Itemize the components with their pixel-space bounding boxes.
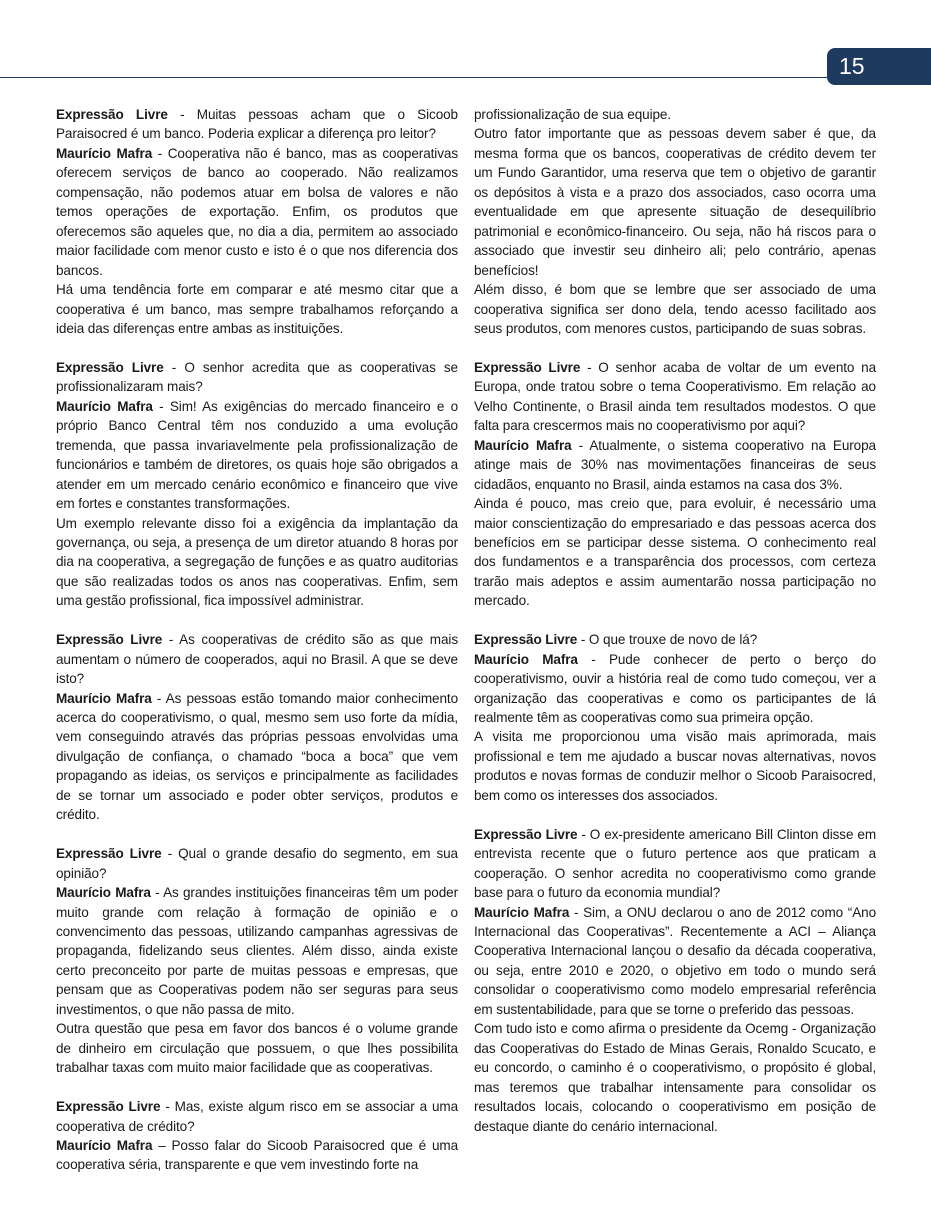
body-paragraph: Outra questão que pesa em favor dos bancos é o volume grande de dinheiro em circulação que possuem, o que lhes possibilita trabalhar taxas com muito maior facilidade que as cooperativas. — [56, 1021, 458, 1076]
interview-question — [56, 1097, 458, 1136]
speech-text: - O senhor acaba de voltar de um evento na Europa, onde tratou sobre o tema Cooperativismo. Em relação ao Velho Continente, o Brasil ainda tem resultados modestos. O que falta para crescermos mais no cooperativismo por aqui? — [474, 359, 877, 434]
paragraph-gap — [56, 1078, 458, 1097]
speaker-label: Maurício Mafra — [56, 885, 151, 901]
speaker-label: Expressão Livre — [474, 632, 578, 648]
interview-question — [56, 630, 458, 688]
speech-text: - O que trouxe de novo de lá? — [577, 632, 758, 648]
interview-question — [56, 105, 458, 144]
body-paragraph: Com tudo isto e como afirma o presidente da Ocemg - Organização das Cooperativas do Estado de Minas Gerais, Ronaldo Scucato, e eu concordo, o caminho é o cooperativismo, o propósito é global, mas teremos que trabalhar intensamente para consolidar os resultados locais, colocando o cooperativismo em posição de destaque diante do cenário internacional. — [474, 1021, 876, 1134]
interview-answer — [474, 436, 876, 494]
interview-answer — [56, 397, 458, 514]
speech-text: - As cooperativas de crédito são as que mais aumentam o número de cooperados, aqui no Brasil. A que se deve isto? — [56, 632, 458, 687]
speaker-label: Maurício Mafra — [474, 437, 572, 453]
interview-question — [56, 844, 458, 883]
right-column — [474, 105, 876, 1136]
left-column — [56, 105, 458, 1175]
body-paragraph: Além disso, é bom que se lembre que ser associado de uma cooperativa significa ser dono dela, tendo acesso facilitado aos seus produtos, com menores custos, participando de suas sobras. — [474, 282, 876, 336]
interview-question — [474, 358, 876, 436]
paragraph-gap — [56, 825, 458, 844]
interview-answer — [56, 883, 458, 1019]
speech-text: - Sim, a ONU declarou o ano de 2012 como “Ano Internacional das Cooperativas”. Recentemente a ACI – Aliança Cooperativa Internacional lançou o desafio da década cooperativa, ou seja, entre 2010 e 2020, o objetivo em todo o mundo será consolidar o cooperativismo como modelo empresarial referência em sustentabilidade, para que se torne o preferido das pessoas. — [474, 904, 877, 1017]
paragraph-gap — [474, 611, 876, 630]
speech-text: - As pessoas estão tomando maior conhecimento acerca do cooperativismo, o qual, mesmo sem uso forte da mídia, vem conseguindo através das próprias pessoas envolvidas uma divulgação de confiança, o chamado “boca a boca” que vem propagando as ideias, os serviços e principalmente as facilidades de se tornar um associado e poder obter serviços, produtos e crédito. — [56, 690, 459, 823]
speech-text: - Qual o grande desafio do segmento, em sua opinião? — [56, 846, 458, 881]
paragraph-gap — [474, 338, 876, 357]
speaker-label: Expressão Livre — [474, 826, 578, 842]
interview-answer — [474, 650, 876, 728]
paragraph-gap — [474, 805, 876, 824]
body-paragraph: Um exemplo relevante disso foi a exigência da implantação da governança, ou seja, a presença de um diretor atuando 8 horas por dia na cooperativa, a segregação de funções e as quatro auditorias que são realizadas todos os anos nas cooperativas. Enfim, sem uma gestão profissional, fica impossível administrar. — [56, 515, 458, 609]
interview-answer — [56, 144, 458, 280]
speech-text: - O ex-presidente americano Bill Clinton disse em entrevista recente que o futuro pertence aos que praticam a cooperação. O senhor acredita no cooperativismo como grande base para o futuro da economia mundial? — [474, 826, 876, 901]
interview-answer — [56, 1136, 458, 1175]
speech-text: - Muitas pessoas acham que o Sicoob Paraisocred é um banco. Poderia explicar a diferença pro leitor? — [56, 107, 458, 142]
paragraph-gap — [56, 338, 458, 357]
speaker-label: Expressão Livre — [56, 1099, 161, 1115]
interview-question — [56, 358, 458, 397]
speech-text: - As grandes instituições financeiras têm um poder muito grande com relação à formação de opinião e o convencimento das pessoas, utilizando campanhas agressivas de propaganda, fidelizando seus clientes. Além disso, ainda existe certo preconceito por parte de muitas pessoas e empresas, que pensam que as Cooperativas podem não ser seguras para seus investimentos, o que não passa de mito. — [56, 885, 458, 1017]
speaker-label: Expressão Livre — [56, 632, 163, 648]
speech-text: - O senhor acredita que as cooperativas se profissionalizaram mais? — [56, 359, 458, 395]
speaker-label: Maurício Mafra — [56, 398, 153, 414]
interview-answer — [56, 689, 458, 825]
speaker-label: Expressão Livre — [56, 107, 168, 122]
interview-question — [474, 630, 876, 649]
interview-question — [474, 825, 876, 903]
speaker-label: Maurício Mafra — [474, 651, 578, 667]
body-paragraph: Outro fator importante que as pessoas devem saber é que, da mesma forma que os bancos, cooperativas de crédito devem ter um Fundo Garantidor, uma reserva que tem o objetivo de garantir os depósitos à vista e a prazo dos associados, caso ocorra uma eventualidade em que apresente situação de desequilíbrio patrimonial e econômico-financeiro. Ou seja, não há riscos para o associado que investir seu dinheiro ali; pelo contrário, apenas benefícios! — [474, 126, 876, 278]
speaker-label: Maurício Mafra — [56, 145, 153, 161]
speaker-label: Expressão Livre — [56, 846, 162, 862]
page-number-tab — [827, 48, 931, 85]
speech-text: – Posso falar do Sicoob Paraisocred que é uma cooperativa séria, transparente e que vem investindo forte na — [56, 1137, 458, 1173]
paragraph-gap — [56, 611, 458, 630]
interview-answer — [474, 903, 876, 1020]
speech-text: - Pude conhecer de perto o berço do cooperativismo, ouvir a história real de como tudo começou, ver a organização das cooperativas e como os participantes de lá realmente têm as cooperativas como sua primeira opção. — [474, 651, 877, 726]
body-paragraph: Ainda é pouco, mas creio que, para evoluir, é necessário uma maior conscientização do empresariado e das pessoas acerca dos benefícios em se participar desse sistema. O conhecimento real dos fundamentos e a transparência dos processos, com certeza trarão mais adeptos e assim aumentarão nossa participação no mercado. — [474, 496, 876, 609]
body-paragraph: profissionalização de sua equipe. — [474, 107, 672, 122]
speech-text: - Sim! As exigências do mercado financeiro e o próprio Banco Central têm nos conduzido a uma evolução tremenda, que passa invariavelmente pela profissionalização de funcionários e também de diretores, os quais hoje são obrigados a atender em um mercado cenário econômico e financeiro que vive em fortes e constantes transformações. — [56, 398, 458, 512]
speaker-label: Maurício Mafra — [56, 1137, 153, 1153]
speech-text: - Atualmente, o sistema cooperativo na Europa atinge mais de 30% nas movimentações financeiras de seus cidadãos, enquanto no Brasil, ainda estamos na casa dos 3%. — [474, 437, 876, 492]
body-paragraph: Há uma tendência forte em comparar e até mesmo citar que a cooperativa é um banco, mas sempre trabalhamos reforçando a ideia das diferenças entre ambas as instituições. — [56, 282, 458, 336]
speaker-label: Expressão Livre — [474, 359, 581, 375]
speaker-label: Expressão Livre — [56, 359, 164, 375]
speaker-label: Maurício Mafra — [474, 904, 570, 920]
body-paragraph: A visita me proporcionou uma visão mais aprimorada, mais profissional e tem me ajudado a buscar novas alternativas, novos produtos e novas formas de conduzir melhor o Sicoob Paraisocred, bem como os interesses dos associados. — [474, 729, 876, 803]
speech-text: - Mas, existe algum risco em se associar a uma cooperativa de crédito? — [56, 1099, 459, 1134]
speaker-label: Maurício Mafra — [56, 690, 152, 706]
header-rule — [0, 77, 829, 78]
page-number: 15 — [839, 53, 865, 79]
speech-text: - Cooperativa não é banco, mas as cooperativas oferecem serviços de banco ao cooperado. Não realizamos compensação, não podemos atuar em bolsa de valores e não temos operações de exportação. Enfim, os produtos que oferecemos são aqueles que, no dia a dia, permitem ao associado maior facilidade com menor custo e isto é o que nos diferencia dos bancos. — [56, 145, 458, 278]
